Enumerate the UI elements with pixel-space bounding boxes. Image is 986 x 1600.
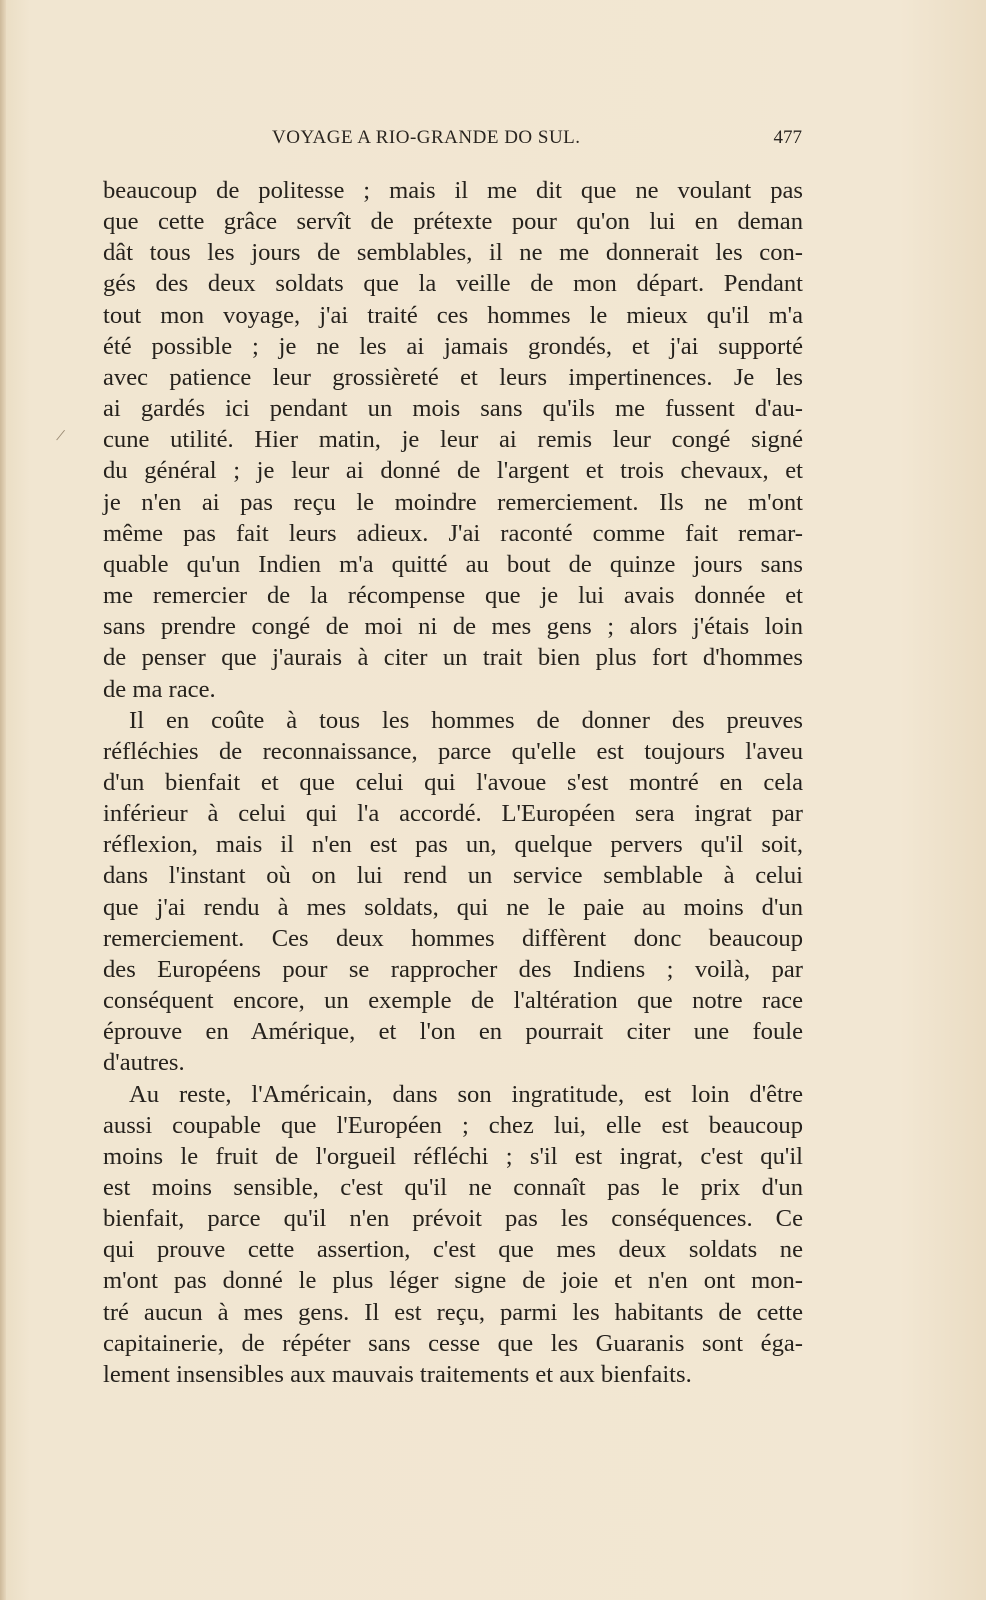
text-line: des Européens pour se rapprocher des Indiens ; voilà, par xyxy=(103,955,803,983)
text-line: Il en coûte à tous les hommes de donner des preuves xyxy=(129,706,803,734)
margin-mark: / xyxy=(54,424,67,446)
text-line: que j'ai rendu à mes soldats, qui ne le paie au moins d'un xyxy=(103,893,803,921)
text-line: avec patience leur grossièreté et leurs impertinences. Je les xyxy=(103,363,803,391)
text-line: dât tous les jours de semblables, il ne me donnerait les con- xyxy=(103,239,803,267)
text-line: aussi coupable que l'Européen ; chez lui, elle est beaucoup xyxy=(103,1111,803,1139)
text-line: de ma race. xyxy=(103,675,216,703)
text-line: lement insensibles aux mauvais traitements et aux bienfaits. xyxy=(103,1360,692,1388)
text-line: tré aucun à mes gens. Il est reçu, parmi les habitants de cette xyxy=(103,1298,803,1326)
paragraph xyxy=(103,705,803,1079)
text-line: remerciement. Ces deux hommes diffèrent donc beaucoup xyxy=(103,924,803,952)
page-header xyxy=(272,127,802,157)
text-line: capitainerie, de répéter sans cesse que les Guaranis sont éga- xyxy=(103,1329,803,1357)
text-line: d'autres. xyxy=(103,1049,185,1077)
body-text xyxy=(103,175,803,1390)
text-line: qui prouve cette assertion, c'est que mes deux soldats ne xyxy=(103,1236,803,1264)
text-line: bienfait, parce qu'il n'en prévoit pas les conséquences. Ce xyxy=(103,1205,803,1233)
paragraph xyxy=(103,175,803,705)
text-line: moins le fruit de l'orgueil réfléchi ; s'il est ingrat, c'est qu'il xyxy=(103,1142,803,1170)
text-line: inférieur à celui qui l'a accordé. L'Européen sera ingrat par xyxy=(103,800,803,828)
text-line: tout mon voyage, j'ai traité ces hommes le mieux qu'il m'a xyxy=(103,301,803,329)
paragraph xyxy=(103,1079,803,1391)
text-line: cune utilité. Hier matin, je leur ai remis leur congé signé xyxy=(103,426,803,454)
text-line: que cette grâce servît de prétexte pour qu'on lui en deman xyxy=(103,208,803,236)
text-line: Au reste, l'Américain, dans son ingratitude, est loin d'être xyxy=(129,1080,803,1108)
text-line: beaucoup de politesse ; mais il me dit que ne voulant pas xyxy=(103,177,803,204)
text-line: de penser que j'aurais à citer un trait bien plus fort d'hommes xyxy=(103,644,803,672)
text-line: me remercier de la récompense que je lui avais donnée et xyxy=(103,582,803,610)
text-line: m'ont pas donné le plus léger signe de joie et n'en ont mon- xyxy=(103,1267,803,1295)
running-title: VOYAGE A RIO-GRANDE DO SUL. xyxy=(272,127,581,148)
text-line: sans prendre congé de moi ni de mes gens ; alors j'étais loin xyxy=(103,613,803,641)
text-line: quable qu'un Indien m'a quitté au bout de quinze jours sans xyxy=(103,550,803,578)
text-line: gés des deux soldats que la veille de mon départ. Pendant xyxy=(103,270,803,298)
text-line: dans l'instant où on lui rend un service semblable à celui xyxy=(103,862,803,890)
text-line: est moins sensible, c'est qu'il ne connaît pas le prix d'un xyxy=(103,1174,803,1201)
text-line: ai gardés ici pendant un mois sans qu'ils me fussent d'au- xyxy=(103,395,803,423)
page-number: 477 xyxy=(773,127,802,148)
text-line: du général ; je leur ai donné de l'argent et trois chevaux, et xyxy=(103,457,803,485)
text-line: réfléchies de reconnaissance, parce qu'elle est toujours l'aveu xyxy=(103,737,803,765)
text-line: même pas fait leurs adieux. J'ai raconté comme fait remar- xyxy=(103,519,803,547)
page-binding-edge xyxy=(0,0,6,1600)
text-line: d'un bienfait et que celui qui l'avoue s'est montré en cela xyxy=(103,768,803,796)
text-line: réflexion, mais il n'en est pas un, quelque pervers qu'il soit, xyxy=(103,831,803,859)
text-line: conséquent encore, un exemple de l'altération que notre race xyxy=(103,987,803,1015)
text-line: été possible ; je ne les ai jamais grondés, et j'ai supporté xyxy=(103,332,803,360)
text-line: je n'en ai pas reçu le moindre remerciement. Ils ne m'ont xyxy=(103,488,803,516)
text-line: éprouve en Amérique, et l'on en pourrait citer une foule xyxy=(103,1018,803,1046)
